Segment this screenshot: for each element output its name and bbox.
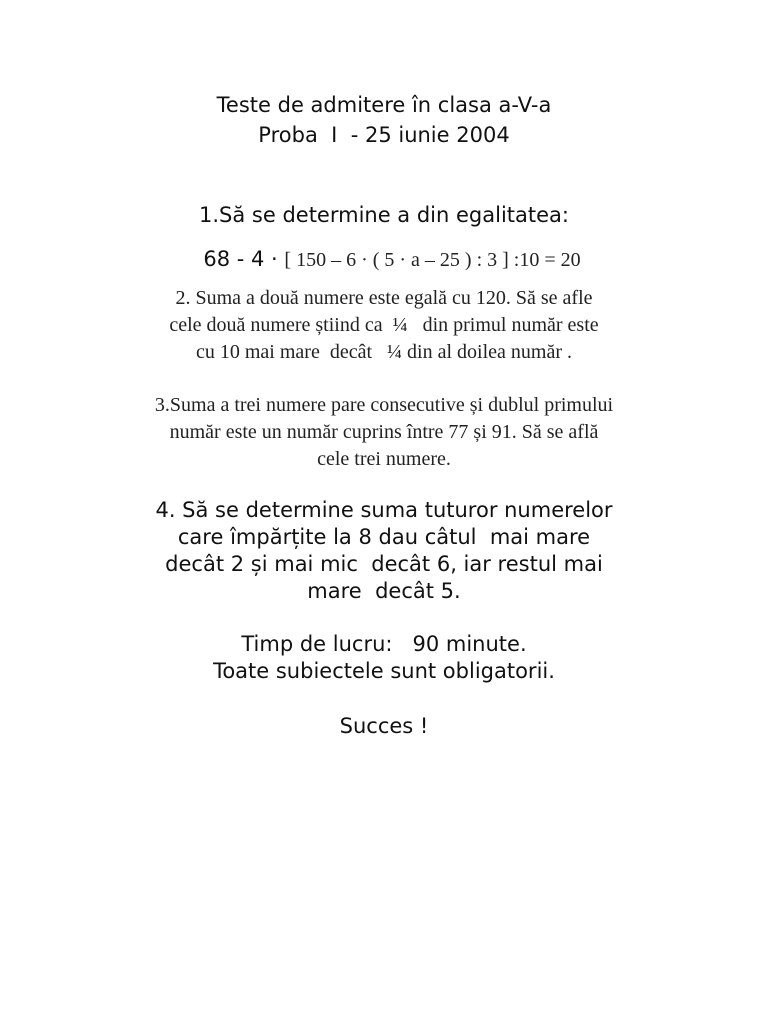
exam-date: Proba I - 25 iunie 2004 xyxy=(258,123,510,147)
document-title: Teste de admitere în clasa a-V-a xyxy=(216,93,552,117)
time-limit: Timp de lucru: 90 minute. xyxy=(241,632,527,656)
mandatory-note: Toate subiectele sunt obligatorii. xyxy=(213,659,555,683)
problem-4-line-3: decât 2 și mai mic decât 6, iar restul mai xyxy=(165,552,603,576)
problem-3-line-1: 3.Suma a trei numere pare consecutive și dublul primului xyxy=(154,394,614,416)
problem-4-line-1: 4. Să se determine suma tuturor numerelor xyxy=(155,498,613,522)
problem-2-line-2: cele două numere știind ca ¼ din primul număr este xyxy=(169,314,599,336)
equation-right-part: [ 150 – 6 · ( 5 · a – 25 ) : 3 ] :10 = 20 xyxy=(284,249,581,271)
problem-4-line-2: care împărțite la 8 dau câtul mai mare xyxy=(177,525,591,549)
problem-2-line-3: cu 10 mai mare decât ¼ din al doilea număr . xyxy=(196,341,572,363)
problem-2-line-1: 2. Suma a două numere este egală cu 120. Să se afle xyxy=(175,287,593,309)
problem-1-equation xyxy=(0,233,768,286)
problem-4-line-4: mare decât 5. xyxy=(307,579,461,603)
problem-3-line-2: număr este un număr cuprins între 77 și 91. Să se află xyxy=(169,421,599,443)
closing-text: Succes ! xyxy=(339,714,429,738)
problem-1-statement: 1.Să se determine a din egalitatea: xyxy=(199,203,569,227)
equation-left-part: 68 - 4 · xyxy=(203,247,285,271)
problem-3-line-3: cele trei numere. xyxy=(317,448,451,470)
